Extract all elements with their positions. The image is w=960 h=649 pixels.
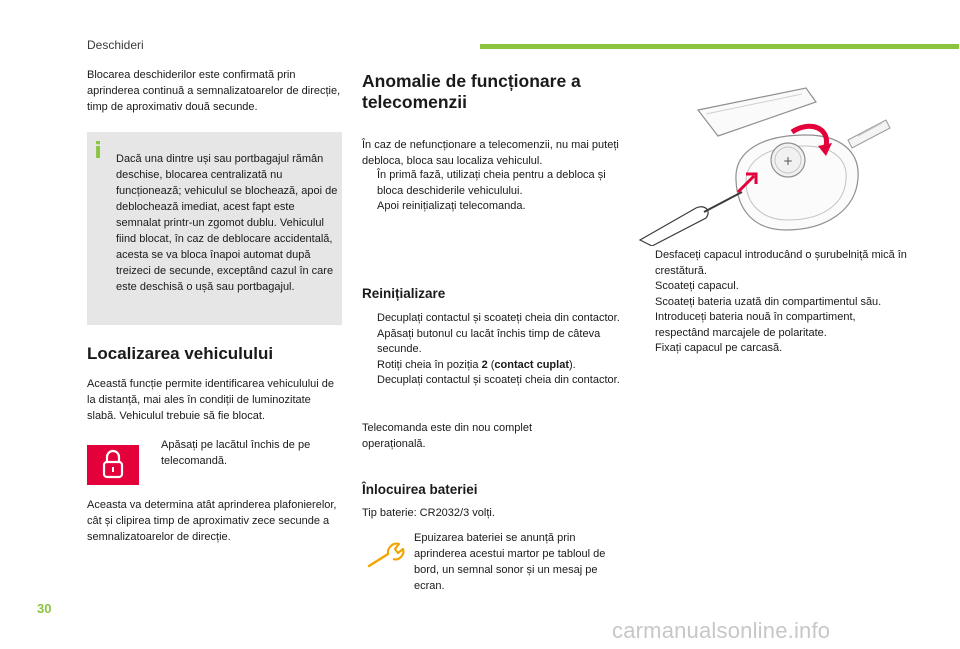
battery-warning: Epuizarea bateriei se anunță prin aprinderea acestui martor pe tabloul de bord, un semnal sonor și un mesaj pe ecran. [414, 532, 606, 592]
info-text: Dacă una dintre uși sau portbagajul rămân deschise, blocarea centralizată nu funcționează; vehiculul se blochează, apoi de deblochează imediat, acest fapt este semnalat printr-un zgomot dublu. Vehiculul fiind blocat, în caz de deblocare accidentală, acesta se va bloca înapoi automat după treizeci de secunde, exceptând cazul în care este deschisă o ușă sau portbagajul. [116, 153, 338, 293]
svg-text:+: + [782, 154, 794, 168]
wrench-warning-icon [366, 532, 414, 572]
list-item: Fixați capacul pe carcasă. [655, 342, 783, 354]
heading-battery: Înlocuirea bateriei [362, 482, 478, 497]
list-item: Desfaceți capacul introducând o șurubelniță mică în crestătură. [655, 249, 907, 277]
list-item: Scoateți capacul. [655, 280, 739, 292]
heading-remote-malfunction: Anomalie de funcționare a telecomenzii [362, 71, 581, 112]
list-item: Decuplați contactul și scoateți cheia din contactor. [377, 374, 620, 386]
list-item: Apoi reinițializați telecomanda. [377, 200, 526, 212]
locate-paragraph: Această funcție permite identificarea vehiculului de la distanță, mai ales în condiții de luminozitate slabă. Vehiculul trebuie să fie blocat. [87, 378, 335, 422]
result-paragraph: Aceasta va determina atât aprinderea plafonierelor, cât și clipirea timp de aproximativ zece secunde a semnalizatoarelor de direcție. [87, 499, 337, 543]
section-title: Deschideri [87, 38, 144, 52]
section-accent-bar [480, 44, 959, 49]
key-battery-illustration [636, 80, 898, 246]
info-icon: i [94, 139, 102, 164]
reinit-list [362, 311, 624, 389]
heading-vehicle-locate: Localizarea vehiculului [87, 344, 274, 363]
list-item: Scoateți bateria uzată din compartimentul său. [655, 295, 882, 308]
malfunction-list [362, 168, 624, 215]
page-number: 30 [37, 601, 52, 616]
list-item: Decuplați contactul și scoateți cheia din contactor. [377, 312, 620, 324]
battery-type: Tip baterie: CR2032/3 volți. [362, 507, 495, 519]
list-item: Apăsați pe lacătul închis de pe telecomandă. [161, 439, 311, 467]
list-item: Apăsați butonul cu lacăt închis timp de câteva secunde. [377, 327, 601, 355]
heading-reinit: Reinițializare [362, 286, 446, 301]
reinit-after: Telecomanda este din nou complet operațională. [362, 422, 532, 450]
malfunction-intro: În caz de nefuncționare a telecomenzii, nu mai puteți debloca, bloca sau localiza vehiculul. [362, 139, 619, 167]
lock-closed-icon [87, 445, 139, 485]
list-item: În primă fază, utilizați cheia pentru a debloca și bloca deschiderile vehiculului. [377, 169, 606, 197]
info-box [87, 132, 342, 325]
battery-steps-list [640, 248, 910, 357]
list-item: Rotiți cheia în poziția 2 (contact cuplat). [377, 358, 576, 371]
intro-paragraph: Blocarea deschiderilor este confirmată prin aprinderea continuă a semnalizatoarelor de direcție, timp de aproximativ două secunde. [87, 69, 341, 113]
lock-instruction [146, 438, 342, 469]
watermark: carmanualsonline.info [612, 618, 831, 643]
list-item: Introduceți bateria nouă în compartiment, respectând marcajele de polaritate. [655, 311, 856, 339]
